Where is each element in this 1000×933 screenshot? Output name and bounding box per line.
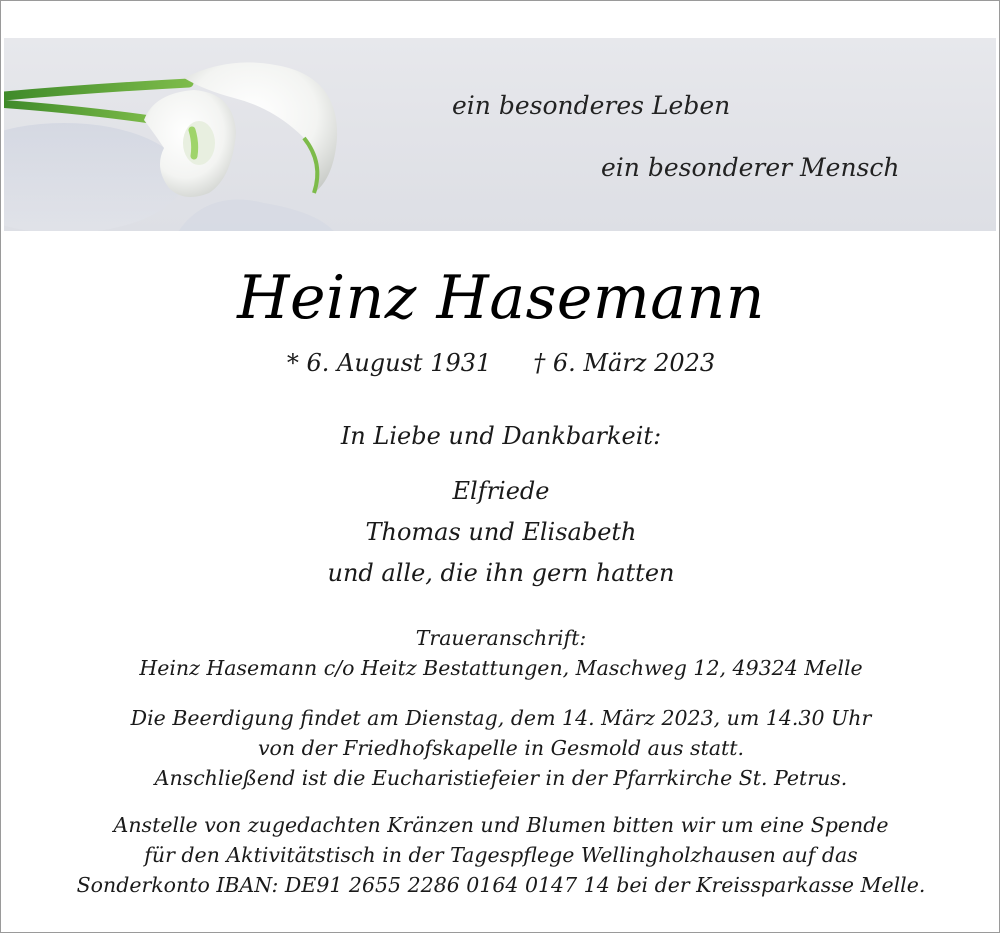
mourner: Elfriede — [452, 477, 550, 505]
donation-request — [1, 810, 1000, 900]
donation-line: für den Aktivitätstisch in der Tagespflege Wellingholzhausen auf das — [144, 843, 858, 867]
deceased-name: Heinz Hasemann — [237, 263, 765, 333]
funeral-line: Die Beerdigung findet am Dienstag, dem 14. März 2023, um 14.30 Uhr — [130, 706, 872, 730]
address-label: Traueranschrift: — [415, 626, 587, 650]
mourners-list — [1, 471, 1000, 594]
donation-line: Sonderkonto IBAN: DE91 2655 2286 0164 0147 14 bei der Kreissparkasse Melle. — [76, 873, 926, 897]
life-dates — [1, 349, 1000, 377]
donation-line: Anstelle von zugedachten Kränzen und Blumen bitten wir um eine Spende — [113, 813, 889, 837]
banner-line-1: ein besonderes Leben — [452, 91, 731, 120]
dedication: In Liebe und Dankbarkeit: — [340, 422, 662, 450]
address-text: Heinz Hasemann c/o Heitz Bestattungen, Maschweg 12, 49324 Melle — [139, 656, 863, 680]
death-date: † 6. März 2023 — [533, 349, 716, 377]
mourner: und alle, die ihn gern hatten — [327, 559, 675, 587]
funeral-line: Anschließend ist die Eucharistiefeier in der Pfarrkirche St. Petrus. — [154, 766, 848, 790]
banner-line-2: ein besonderer Mensch — [601, 153, 900, 182]
header-banner — [4, 38, 996, 231]
mourning-address — [1, 623, 1000, 683]
calla-lily-flower-icon — [4, 38, 364, 231]
birth-date: * 6. August 1931 — [286, 349, 492, 377]
funeral-info — [1, 703, 1000, 793]
mourner: Thomas und Elisabeth — [365, 518, 637, 546]
funeral-line: von der Friedhofskapelle in Gesmold aus statt. — [257, 736, 745, 760]
